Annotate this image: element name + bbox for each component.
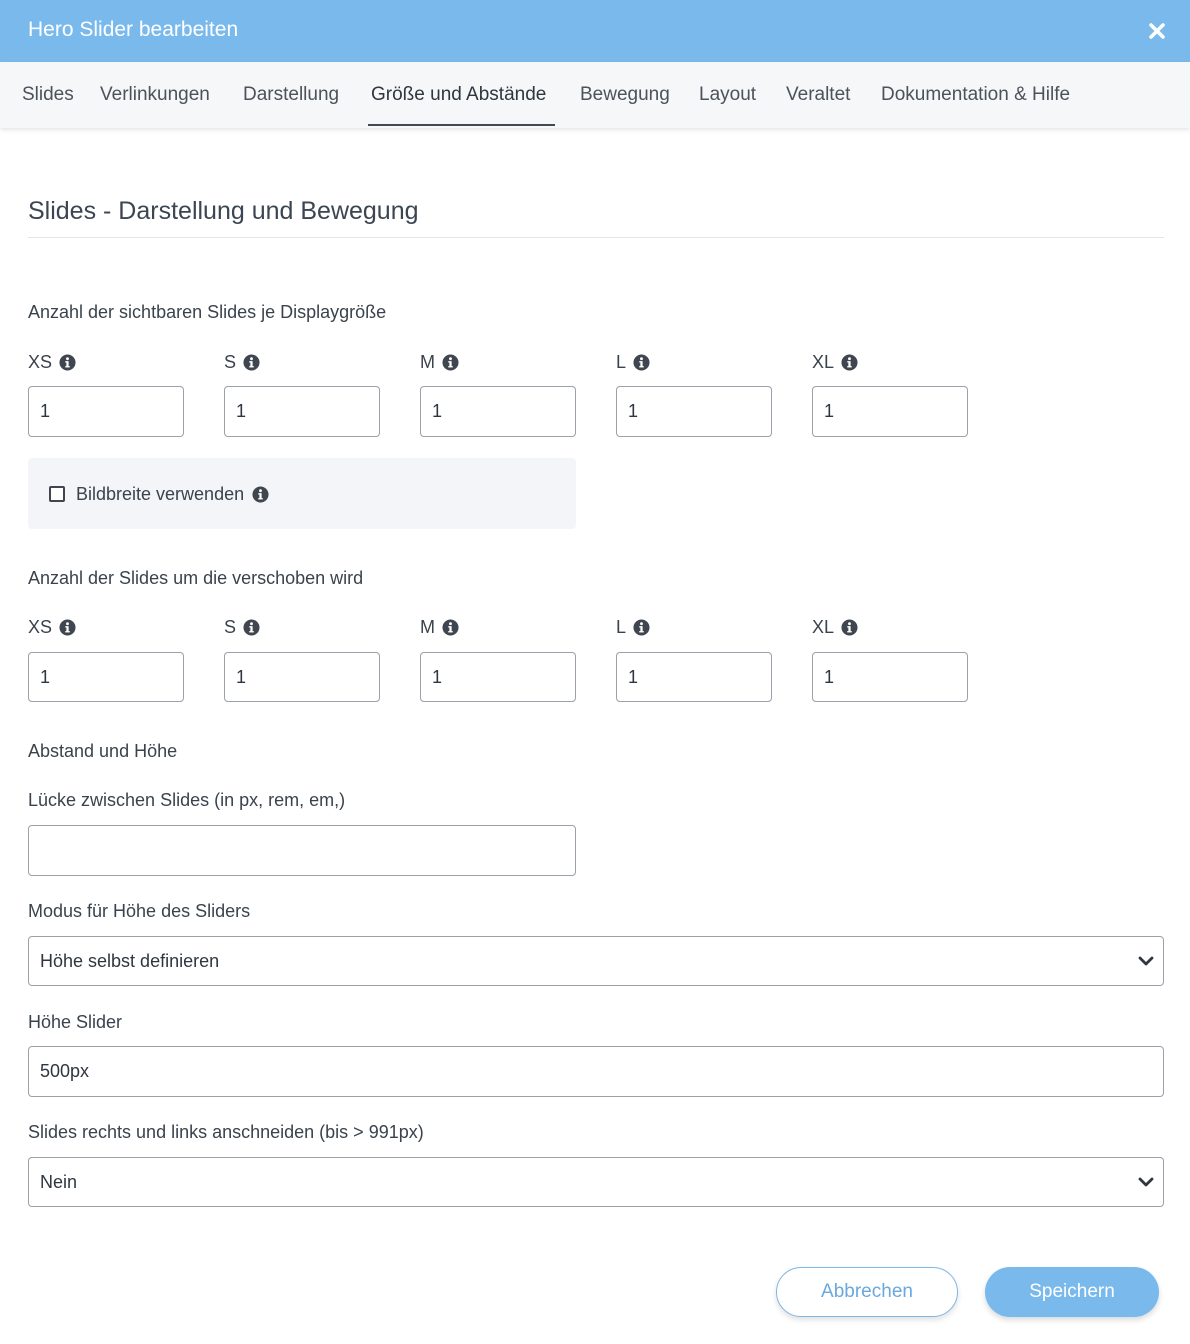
shift-xs-label xyxy=(28,616,76,638)
tab-dokumentation-hilfe[interactable]: Dokumentation & Hilfe xyxy=(881,84,1071,105)
visible-l-input[interactable]: 1 xyxy=(616,386,772,437)
visible-m-label xyxy=(420,351,459,373)
dialog-title: Hero Slider bearbeiten xyxy=(28,18,239,41)
spacing-heading: Abstand und Höhe xyxy=(28,741,178,761)
visible-m-input[interactable]: 1 xyxy=(420,386,576,437)
shift-slides-label: Anzahl der Slides um die verschoben wird xyxy=(28,568,364,588)
tab-groesse-und-abstaende[interactable]: Größe und Abstände xyxy=(371,84,547,105)
visible-l-label xyxy=(616,351,650,373)
info-icon[interactable] xyxy=(252,486,269,503)
shift-xl-label xyxy=(812,616,858,638)
breakpoint-label: XL xyxy=(812,617,835,637)
info-icon[interactable] xyxy=(841,354,858,371)
breakpoint-label: L xyxy=(616,617,627,637)
visible-xs-input[interactable]: 1 xyxy=(28,386,184,437)
breakpoint-label: M xyxy=(420,352,435,372)
info-icon[interactable] xyxy=(633,619,650,636)
slider-height-input[interactable]: 500px xyxy=(28,1046,1164,1097)
breakpoint-label: L xyxy=(616,352,627,372)
close-button[interactable] xyxy=(1144,18,1170,44)
image-width-panel xyxy=(28,458,576,529)
info-icon[interactable] xyxy=(243,354,260,371)
image-width-label[interactable]: Bildbreite verwenden xyxy=(76,484,245,504)
shift-s-input[interactable]: 1 xyxy=(224,652,380,702)
tab-verlinkungen[interactable]: Verlinkungen xyxy=(100,84,210,105)
tab-slides[interactable]: Slides xyxy=(22,84,74,105)
tab-bar xyxy=(0,62,1190,128)
info-icon[interactable] xyxy=(442,354,459,371)
chevron-down-icon xyxy=(1138,1176,1154,1188)
shift-xs-input[interactable]: 1 xyxy=(28,652,184,702)
visible-s-input[interactable]: 1 xyxy=(224,386,380,437)
cancel-button[interactable]: Abbrechen xyxy=(776,1267,958,1317)
visible-slides-label: Anzahl der sichtbaren Slides je Displaygröße xyxy=(28,302,387,322)
section-divider xyxy=(28,237,1164,238)
breakpoint-label: XS xyxy=(28,352,53,372)
info-icon[interactable] xyxy=(841,619,858,636)
tab-darstellung[interactable]: Darstellung xyxy=(243,84,340,105)
gap-label: Lücke zwischen Slides (in px, rem, em,) xyxy=(28,790,346,810)
visible-xl-input[interactable]: 1 xyxy=(812,386,968,437)
visible-s-label xyxy=(224,351,260,373)
breakpoint-label: S xyxy=(224,352,237,372)
close-icon[interactable] xyxy=(1144,18,1170,44)
info-icon[interactable] xyxy=(442,619,459,636)
breakpoint-label: S xyxy=(224,617,237,637)
shift-xl-input[interactable]: 1 xyxy=(812,652,968,702)
tab-veraltet[interactable]: Veraltet xyxy=(786,84,851,105)
info-icon[interactable] xyxy=(59,354,76,371)
tab-layout[interactable]: Layout xyxy=(699,84,757,105)
tab-bewegung[interactable]: Bewegung xyxy=(580,84,670,105)
shift-l-input[interactable]: 1 xyxy=(616,652,772,702)
dialog-header xyxy=(0,0,1190,62)
breakpoint-label: XL xyxy=(812,352,835,372)
height-mode-select[interactable] xyxy=(28,936,1164,986)
shift-l-label xyxy=(616,616,650,638)
active-tab-indicator xyxy=(368,124,555,126)
crop-slides-value: Nein xyxy=(40,1171,78,1192)
image-width-label-wrap xyxy=(76,483,269,505)
save-button[interactable]: Speichern xyxy=(985,1267,1159,1317)
height-mode-label: Modus für Höhe des Sliders xyxy=(28,901,251,921)
breakpoint-label: XS xyxy=(28,617,53,637)
shift-m-label xyxy=(420,616,459,638)
info-icon[interactable] xyxy=(59,619,76,636)
shift-s-label xyxy=(224,616,260,638)
visible-xs-label xyxy=(28,351,76,373)
height-mode-value: Höhe selbst definieren xyxy=(40,950,220,971)
image-width-checkbox[interactable] xyxy=(49,486,65,502)
shift-m-input[interactable]: 1 xyxy=(420,652,576,702)
info-icon[interactable] xyxy=(633,354,650,371)
gap-input[interactable] xyxy=(28,825,576,876)
crop-slides-select[interactable] xyxy=(28,1157,1164,1207)
visible-xl-label xyxy=(812,351,858,373)
info-icon[interactable] xyxy=(243,619,260,636)
crop-slides-label: Slides rechts und links anschneiden (bis > 991px) xyxy=(28,1122,424,1142)
chevron-down-icon xyxy=(1138,955,1154,967)
breakpoint-label: M xyxy=(420,617,435,637)
section-title: Slides - Darstellung und Bewegung xyxy=(28,197,419,225)
slider-height-label: Höhe Slider xyxy=(28,1012,123,1032)
